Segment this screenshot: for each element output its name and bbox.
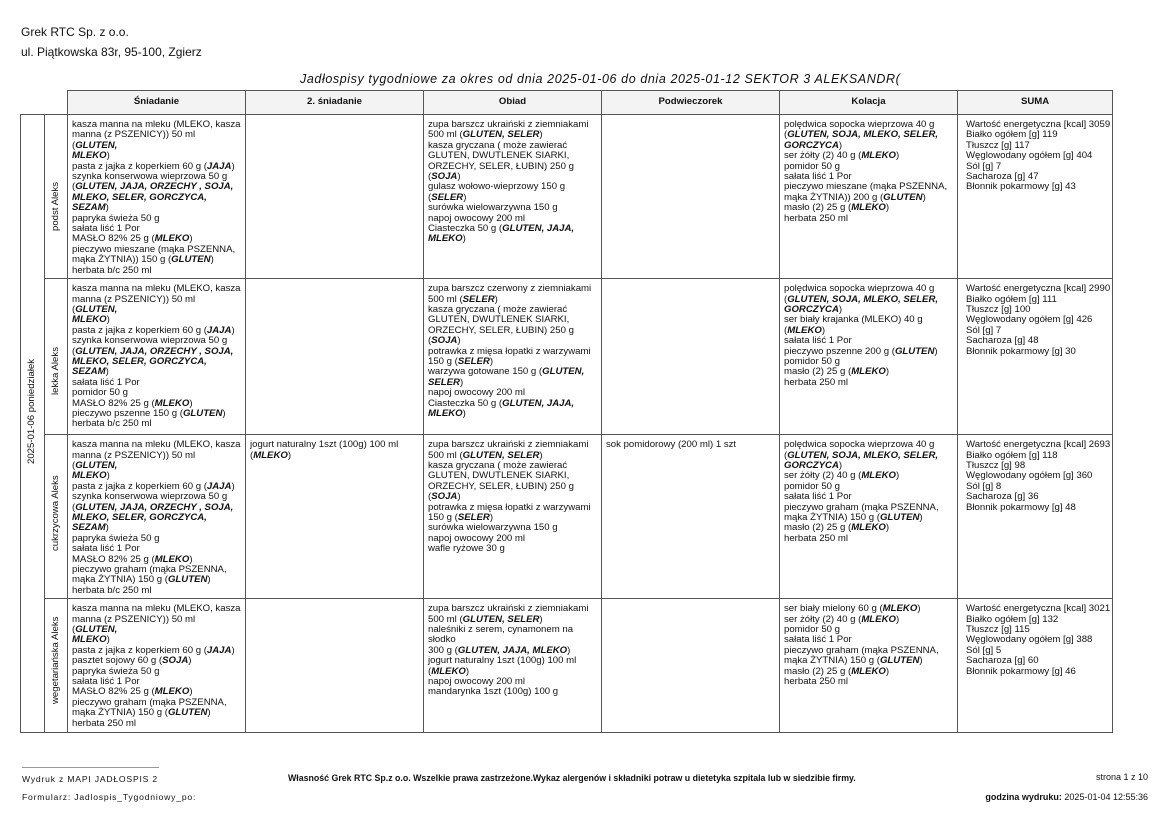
meal-line: masło (2) 25 g (MLEKO) [784, 366, 890, 378]
meal-line: masło (2) 25 g (MLEKO) [784, 202, 890, 214]
meal-line: pomidor 50 g [784, 355, 840, 367]
nutrition-line: Węglowodany ogółem [g] 360 [966, 470, 1093, 482]
diet-label: podst Aleks [50, 181, 61, 231]
print-time [985, 792, 1148, 802]
meal-line: papryka świeża 50 g [72, 665, 160, 677]
footer-left [22, 770, 196, 806]
meal-line: GLUTEN, DWUTLENEK SIARKI, [428, 150, 570, 162]
meal-line: ser żółty (2) 40 g (MLEKO) [784, 613, 900, 625]
suma-cell [958, 599, 1113, 733]
meal-line: MASŁO 82% 25 g (MLEKO) [72, 553, 193, 565]
meal-line: ser biały krajanka (MLEKO) 40 g [784, 314, 923, 326]
meal-line: MLEKO, SELER, GORCZYCA, SEZAM) [72, 355, 207, 378]
diet-cell [45, 599, 68, 733]
meal-line: GLUTEN, DWUTLENEK SIARKI, [428, 470, 570, 482]
diet-cell [45, 279, 68, 435]
meal-cell [68, 279, 246, 435]
nutrition-line: Błonnik pokarmowy [g] 48 [966, 501, 1076, 513]
nutrition-line: Błonnik pokarmowy [g] 43 [966, 181, 1076, 193]
meal-line: manna (z PSZENICY)) 50 ml (GLUTEN, [72, 613, 196, 635]
nutrition-line: Tłuszcz [g] 100 [966, 303, 1031, 315]
table-row [21, 115, 1113, 279]
meal-line: sałata liść 1 Por [784, 335, 852, 347]
column-header: 2. śniadanie [246, 91, 424, 115]
nutrition-line: Tłuszcz [g] 115 [966, 624, 1030, 635]
meal-line: (SELER) [428, 191, 467, 203]
meal-line: herbata b/c 250 ml [72, 418, 152, 430]
meal-line: napoj owocowy 200 ml [428, 532, 526, 544]
meal-line: (GLUTEN, JAJA, ORZECHY , SOJA, [72, 181, 234, 193]
meal-line: ser żółty (2) 40 g (MLEKO) [784, 150, 900, 162]
meal-line: MLEKO) [72, 150, 110, 162]
meal-line: zupa barszcz ukraiński z ziemniakami [428, 119, 589, 130]
meal-line: pieczywo graham (mąka PSZENNA, [784, 501, 939, 513]
meal-line: ser żółty (2) 40 g (MLEKO) [784, 470, 900, 482]
diet-label: cukrzycowa Aleks [50, 475, 61, 552]
meal-line: napoj owocowy 200 ml [428, 212, 526, 224]
meal-line: naleśniki z serem, cynamonem na słodko [428, 624, 574, 646]
meal-line: GORCZYCA) [784, 139, 843, 151]
meal-line: kasza gryczana ( może zawierać [428, 459, 568, 471]
meal-line: 150 g (SELER) [428, 355, 494, 367]
meal-line: ORZECHY, SELER, ŁUBIN) 250 g [428, 324, 574, 336]
nutrition-line: Węglowodany ogółem [g] 404 [966, 150, 1093, 162]
meal-line: (MLEKO) [428, 665, 470, 677]
meal-line: pasta z jajka z koperkiem 60 g (JAJA) [72, 324, 235, 336]
meal-line: kasza manna na mleku (MLEKO, kasza [72, 119, 241, 130]
meal-line: kasza manna na mleku (MLEKO, kasza [72, 603, 241, 615]
meal-line: Ciasteczka 50 g (GLUTEN, JAJA, [428, 397, 575, 409]
meal-line: (GLUTEN, JAJA, ORZECHY , SOJA, [72, 345, 234, 357]
meal-line: herbata 250 ml [784, 376, 848, 388]
meal-cell [602, 279, 780, 435]
meal-cell [424, 115, 602, 279]
meal-line: ORZECHY, SELER, ŁUBIN) 250 g [428, 480, 574, 492]
meal-line: szynka konserwowa wieprzowa 50 g [72, 335, 228, 347]
meal-line: manna (z PSZENICY)) 50 ml (GLUTEN, [72, 449, 196, 471]
meal-line: (MLEKO) [784, 324, 826, 336]
print-time-value: 2025-01-04 12:55:36 [1064, 792, 1148, 802]
column-header: Śniadanie [68, 91, 246, 115]
nutrition-line: Białko ogółem [g] 119 [966, 129, 1058, 141]
meal-cell [780, 599, 958, 733]
meal-line: (GLUTEN, JAJA, ORZECHY , SOJA, [72, 501, 234, 513]
meal-line: 500 ml (SELER) [428, 293, 498, 305]
meal-line: pasztet sojowy 60 g (SOJA) [72, 655, 192, 667]
nutrition-line: Sacharoza [g] 47 [966, 171, 1039, 183]
meal-line: 500 ml (GLUTEN, SELER) [428, 613, 543, 625]
meal-line: szynka konserwowa wieprzowa 50 g [72, 171, 228, 183]
meal-line: napoj owocowy 200 ml [428, 387, 526, 399]
meal-line: zupa barszcz ukraiński z ziemniakami [428, 603, 589, 615]
meal-cell [68, 599, 246, 733]
nutrition-line: Tłuszcz [g] 117 [966, 139, 1030, 151]
meal-line: (GLUTEN, SOJA, MLEKO, SELER, [784, 449, 939, 461]
meal-cell [424, 279, 602, 435]
meal-line: MLEKO) [72, 634, 110, 646]
header-blank-day [21, 91, 45, 115]
meal-line: sałata liść 1 Por [784, 634, 852, 646]
meal-cell [780, 279, 958, 435]
meal-line: (GLUTEN, SOJA, MLEKO, SELER, [784, 129, 939, 141]
nutrition-line: Sacharoza [g] 60 [966, 655, 1039, 667]
nutrition-line: Tłuszcz [g] 98 [966, 459, 1026, 471]
meal-line: sok pomidorowy (200 ml) 1 szt [606, 439, 737, 451]
suma-cell [958, 279, 1113, 435]
meal-line: mąka ŻYTNIA)) 150 g (GLUTEN) [72, 254, 214, 266]
meal-line: herbata b/c 250 ml [72, 584, 152, 596]
page-number: strona 1 z 10 [1095, 772, 1148, 782]
meal-line: polędwica sopocka wieprzowa 40 g [784, 283, 935, 295]
meal-line: herbata 250 ml [784, 532, 848, 544]
meal-line: pasta z jajka z koperkiem 60 g (JAJA) [72, 644, 235, 656]
header-blank-diet [45, 91, 68, 115]
nutrition-line: Białko ogółem [g] 118 [966, 449, 1058, 461]
print-time-label: godzina wydruku: [985, 792, 1062, 802]
meal-line: pasta z jajka z koperkiem 60 g (JAJA) [72, 480, 235, 492]
table-row [21, 599, 1113, 733]
table-header-row [21, 91, 1113, 115]
nutrition-line: Sacharoza [g] 36 [966, 491, 1039, 503]
meal-line: potrawka z mięsa łopatki z warzywami [428, 501, 591, 513]
meal-cell [246, 115, 424, 279]
column-header: SUMA [958, 91, 1113, 115]
meal-line: kasza manna na mleku (MLEKO, kasza [72, 283, 241, 295]
meal-cell [68, 115, 246, 279]
meal-line: zupa barszcz ukraiński z ziemniakami [428, 439, 589, 451]
footer-rule [22, 767, 159, 768]
meal-cell [246, 599, 424, 733]
meal-line: 500 ml (GLUTEN, SELER) [428, 129, 543, 141]
meal-line: MASŁO 82% 25 g (MLEKO) [72, 686, 193, 698]
meal-line: sałata liść 1 Por [72, 376, 140, 388]
meal-line: mandarynka 1szt (100g) 100 g [428, 686, 559, 698]
diet-label: wegetariańska Aleks [50, 616, 61, 705]
meal-line: MASŁO 82% 25 g (MLEKO) [72, 397, 193, 409]
nutrition-line: Węglowodany ogółem [g] 426 [966, 314, 1093, 326]
meal-line: kasza gryczana ( może zawierać [428, 303, 568, 315]
meal-line: gulasz wołowo-wieprzowy 150 g [428, 181, 566, 193]
company-name: Grek RTC Sp. z o.o. [21, 25, 129, 39]
meal-cell [780, 115, 958, 279]
meal-line: MLEKO) [72, 470, 110, 482]
meal-line: pomidor 50 g [784, 160, 840, 172]
diet-cell [45, 115, 68, 279]
meal-line: pieczywo pszenne 200 g (GLUTEN) [784, 345, 938, 357]
meal-line: SELER) [428, 376, 464, 388]
day-cell [21, 115, 45, 733]
meal-cell [602, 435, 780, 599]
nutrition-line: Sól [g] 5 [966, 644, 1002, 656]
meal-line: kasza gryczana ( może zawierać [428, 139, 568, 151]
meal-line: MASŁO 82% 25 g (MLEKO) [72, 233, 193, 245]
meal-line: GORCZYCA) [784, 303, 843, 315]
nutrition-line: Błonnik pokarmowy [g] 30 [966, 345, 1076, 357]
nutrition-line: Sól [g] 7 [966, 160, 1002, 172]
meal-line: pieczywo mieszane (mąka PSZENNA, [784, 181, 948, 193]
meal-line: pieczywo graham (mąka PSZENNA, [72, 563, 227, 575]
suma-cell [958, 115, 1113, 279]
diet-cell [45, 435, 68, 599]
menu-table [20, 90, 1113, 733]
meal-line: (SOJA) [428, 491, 461, 503]
meal-line: masło (2) 25 g (MLEKO) [784, 665, 890, 677]
meal-line: polędwica sopocka wieprzowa 40 g [784, 119, 935, 130]
meal-line: szynka konserwowa wieprzowa 50 g [72, 491, 228, 503]
meal-line: (MLEKO) [250, 449, 292, 461]
meal-cell [246, 435, 424, 599]
meal-line: jogurt naturalny 1szt (100g) 100 ml [250, 439, 399, 451]
meal-cell [602, 115, 780, 279]
meal-cell [68, 435, 246, 599]
nutrition-line: Wartość energetyczna [kcal] 3059 [966, 119, 1111, 130]
meal-line: jogurt naturalny 1szt (100g) 100 ml [428, 655, 577, 667]
nutrition-line: Wartość energetyczna [kcal] 2990 [966, 283, 1111, 295]
meal-line: pasta z jajka z koperkiem 60 g (JAJA) [72, 160, 235, 172]
report-title: Jadłospisy tygodniowe za okres od dnia 2025-01-06 do dnia 2025-01-12 SEKTOR 3 ALEKSANDR( [300, 72, 901, 86]
meal-line: manna (z PSZENICY)) 50 ml (GLUTEN, [72, 293, 196, 315]
meal-line: pieczywo graham (mąka PSZENNA, [72, 696, 227, 708]
meal-line: napoj owocowy 200 ml [428, 676, 526, 688]
day-label: 2025-01-06 poniedziałek [26, 358, 37, 464]
meal-line: ORZECHY, SELER, ŁUBIN) 250 g [428, 160, 574, 172]
meal-line: (SOJA) [428, 171, 461, 183]
meal-line: Ciasteczka 50 g (GLUTEN, JAJA, [428, 223, 575, 235]
column-header: Kolacja [780, 91, 958, 115]
meal-line: mąka ŻYTNIA) 150 g (GLUTEN) [72, 707, 211, 719]
meal-line: potrawka z mięsa łopatki z warzywami [428, 345, 591, 357]
nutrition-line: Błonnik pokarmowy [g] 46 [966, 665, 1076, 677]
column-header: Obiad [424, 91, 602, 115]
meal-line: MLEKO, SELER, GORCZYCA, SEZAM) [72, 511, 207, 534]
footer-copyright: Własność Grek RTC Sp.z o.o. Wszelkie prawa zastrzeżone.Wykaz alergenów i składniki potraw u dietetyka szpitala lub w siedzibie firmy. [288, 773, 856, 783]
meal-line: mąka ŻYTNIA) 150 g (GLUTEN) [784, 655, 923, 667]
meal-line: (SOJA) [428, 335, 461, 347]
meal-line: warzywa gotowane 150 g (GLUTEN, [428, 366, 585, 378]
meal-line: manna (z PSZENICY)) 50 ml (GLUTEN, [72, 129, 196, 151]
meal-line: herbata 250 ml [784, 212, 848, 224]
nutrition-line: Wartość energetyczna [kcal] 3021 [966, 603, 1111, 615]
meal-line: pomidor 50 g [784, 480, 840, 492]
meal-line: MLEKO, SELER, GORCZYCA, SEZAM) [72, 191, 207, 214]
meal-cell [424, 599, 602, 733]
meal-line: papryka świeża 50 g [72, 212, 160, 224]
meal-line: wafle ryżowe 30 g [428, 543, 505, 555]
meal-line: ser biały mielony 60 g (MLEKO) [784, 603, 921, 615]
meal-line: papryka świeża 50 g [72, 532, 160, 544]
meal-line: 150 g (SELER) [428, 511, 494, 523]
nutrition-line: Wartość energetyczna [kcal] 2693 [966, 439, 1111, 451]
meal-cell [780, 435, 958, 599]
meal-line: 500 ml (GLUTEN, SELER) [428, 449, 543, 461]
nutrition-line: Białko ogółem [g] 132 [966, 613, 1059, 625]
meal-cell [602, 599, 780, 733]
meal-line: sałata liść 1 Por [72, 223, 140, 235]
meal-line: sałata liść 1 Por [72, 676, 140, 688]
meal-line: GLUTEN, DWUTLENEK SIARKI, [428, 314, 570, 326]
meal-line: 300 g (GLUTEN, JAJA, MLEKO) [428, 644, 571, 656]
meal-line: zupa barszcz czerwony z ziemniakami [428, 283, 592, 295]
company-address: ul. Piątkowska 83r, 95-100, Zgierz [21, 45, 202, 59]
meal-line: pieczywo pszenne 150 g (GLUTEN) [72, 407, 226, 419]
meal-line: pomidor 50 g [784, 624, 840, 635]
meal-line: MLEKO) [72, 314, 110, 326]
nutrition-line: Sól [g] 8 [966, 480, 1002, 492]
meal-line: polędwica sopocka wieprzowa 40 g [784, 439, 935, 451]
meal-line: kasza manna na mleku (MLEKO, kasza [72, 439, 241, 451]
meal-line: mąka ŻYTNIA) 150 g (GLUTEN) [784, 511, 923, 523]
meal-line: masło (2) 25 g (MLEKO) [784, 522, 890, 534]
table-row [21, 279, 1113, 435]
meal-line: herbata 250 ml [784, 676, 848, 688]
footer-form: Formularz: Jadlospis_Tygodniowy_po: [22, 792, 197, 802]
nutrition-line: Sacharoza [g] 48 [966, 335, 1039, 347]
meal-line: herbata 250 ml [72, 717, 136, 729]
meal-line: sałata liść 1 Por [784, 491, 852, 503]
diet-label: lekka Aleks [50, 347, 61, 396]
meal-line: surówka wielowarzywna 150 g [428, 522, 558, 534]
meal-cell [424, 435, 602, 599]
meal-line: sałata liść 1 Por [72, 543, 140, 555]
meal-line: surówka wielowarzywna 150 g [428, 202, 558, 214]
meal-line: mąka ŻYTNIA) 150 g (GLUTEN) [72, 574, 211, 586]
meal-line: pomidor 50 g [72, 387, 128, 399]
nutrition-line: Białko ogółem [g] 111 [966, 293, 1057, 305]
suma-cell [958, 435, 1113, 599]
meal-cell [246, 279, 424, 435]
meal-line: MLEKO) [428, 233, 466, 245]
company-info [21, 22, 202, 62]
meal-line: mąka ŻYTNIA)) 200 g (GLUTEN) [784, 191, 926, 203]
meal-line: GORCZYCA) [784, 459, 843, 471]
meal-line: MLEKO) [428, 407, 466, 419]
meal-line: herbata b/c 250 ml [72, 264, 152, 276]
nutrition-line: Węglowodany ogółem [g] 388 [966, 634, 1093, 646]
column-header: Podwieczorek [602, 91, 780, 115]
nutrition-line: Sól [g] 7 [966, 324, 1002, 336]
meal-line: pieczywo graham (mąka PSZENNA, [784, 644, 939, 656]
footer-program: Wydruk z MAPI JADŁOSPIS 2 [22, 774, 158, 784]
meal-line: (GLUTEN, SOJA, MLEKO, SELER, [784, 293, 939, 305]
table-row [21, 435, 1113, 599]
meal-line: sałata liść 1 Por [784, 171, 852, 183]
meal-line: pieczywo mieszane (mąka PSZENNA, [72, 243, 236, 255]
